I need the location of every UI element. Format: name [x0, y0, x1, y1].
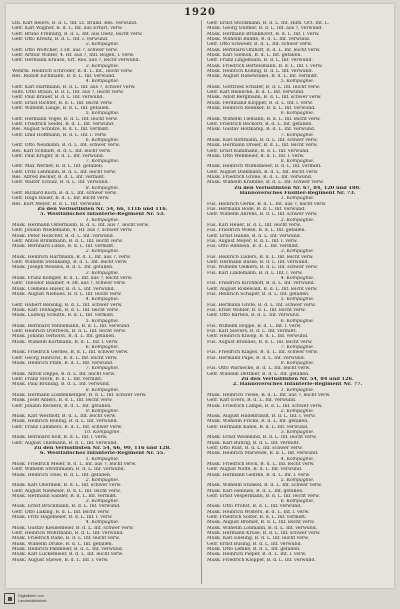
- casualty-entry: Gefr. Heinrich Knoop, B. d. L. Inf. verwund.: [207, 334, 309, 340]
- casualty-entry: Musk. Friedrich Lampe, B. d. L. Inf. schwer verw.: [207, 403, 323, 409]
- casualty-entry: Gefr. Hermann Kahle, B. d. L. Inf. verwund.: [207, 424, 309, 430]
- casualty-entry: Musk. Heinrich Redeker, B. d. L. Inf. verwund.: [207, 106, 316, 111]
- casualty-entry: Gefr. Wilhelm Strothmann, B. d. L. Inf. verwund.: [12, 467, 126, 473]
- company-heading: 4. Kompagnie.: [85, 79, 120, 85]
- company-heading: 4. Kompagnie.: [280, 276, 315, 281]
- casualty-entry: Wehrm. Heinrich Schröder, B. d. L. Inf., leicht verw.: [12, 68, 133, 74]
- casualty-entry: Musk. Karl Bührig, B. d. L. Inf. vermißt.: [207, 440, 300, 446]
- casualty-entry: Musk. August Stiewe, B. d. L. Inf. l. verw.: [12, 557, 109, 563]
- casualty-entry: Gefr. Otto Wöltcher, 3 Hf. aus ?, schwer verw.: [12, 47, 119, 53]
- casualty-entry: Füs. Karl Sievers, B. d. L. Inf. vermißt.: [207, 329, 297, 335]
- casualty-entry: Gefr. Wilhelm Dettmer, B. d. L. Inf. gefallen.: [207, 371, 310, 377]
- casualty-entry: Musk. August Bremer, B. d. L. Inf. leicht verw.: [207, 520, 315, 526]
- casualty-entry: Musk. Bernhard Rolf, B. d. L. Inf. l. verw.: [12, 435, 108, 441]
- casualty-entry: Musk. Heinrich Kölling, B. d. L. Inf. verwund.: [207, 68, 313, 74]
- company-heading: 1. Kompagnie.: [85, 456, 120, 462]
- casualty-entry: Gefr. Johann Wiedemann, 4. Hf. aus ?, schwer verw.: [12, 228, 133, 234]
- casualty-entry: Musk. Wilhelm Kramme, B. d. L. Inf. schwer verw.: [207, 180, 324, 186]
- casualty-entry: Musk. Friedrich Rahe, B. d. L. Inf. leicht verw.: [12, 536, 121, 542]
- casualty-entry: Gefr. Franz Lingemann, B. d. L. Inf. verwund.: [207, 58, 313, 64]
- casualty-entry: Musk. Heinrich Tölle, B. d. L. Inf. gefallen.: [12, 472, 112, 478]
- casualty-entry: Res. Alfred Becker, B. d. L. Inf. vermißt.: [12, 175, 106, 181]
- casualty-entry: Musk. Karl Oberdiek, B. d. L. Inf. schwer verw.: [12, 483, 122, 489]
- company-heading: 10. Kompagnie.: [84, 430, 121, 436]
- company-heading: 8. Kompagnie.: [280, 159, 315, 165]
- casualty-entry: Musk. Heinrich Plate, B. d. L. Inf. verwund.: [12, 361, 114, 366]
- casualty-entry: Musk. Ludwig Schütte, B. d. L. Inf. vermißt.: [12, 313, 115, 319]
- casualty-entry: Gefr. August Diekmann, B. d. L. Inf. leicht verw.: [207, 169, 319, 175]
- casualty-entry: Res. August Schulze, B. d. L. Inf. vermißt.: [12, 127, 110, 133]
- casualty-entry: Musk. Adolf Bergmann, B. d. L. Inf. schwer verw.: [207, 95, 322, 101]
- casualty-entry: Musk. Wilhelm Budde, B. d. L. Inf. verwund.: [207, 36, 311, 42]
- company-heading: 2. Kompagnie.: [85, 477, 120, 483]
- casualty-entry: Musk. Karl Ebeling, B. d. L. Inf. leicht verw.: [207, 536, 309, 542]
- casualty-entry: Gefr. Karl Wagner, B. d. L. Inf. aus Erfurt, verw.: [12, 26, 123, 32]
- casualty-entry: Musk. Anton Deppe, B. d. L. Inf. leicht verw.: [12, 371, 116, 377]
- casualty-entry: Musk. Joseph Wessels, B. d. L. Inf. gefallen.: [12, 265, 114, 271]
- company-heading: 3. Kompagnie.: [280, 249, 315, 255]
- casualty-entry: Gefr. Fritz Lehmann, B. d. L. Inf. leicht verw.: [12, 169, 117, 175]
- company-heading: 7. Kompagnie.: [280, 345, 315, 351]
- casualty-entry: Musk. Karl Lückemeier, B. d. L. Inf. leicht verw.: [12, 552, 124, 558]
- casualty-entry: Gefr. August Nolte, B. d. L. Inf. verwund.: [207, 467, 303, 473]
- casualty-entry: Füs. August Meyer, B. d. L. Inf. l. verw.: [207, 238, 298, 244]
- casualty-entry: Gefr. Ernst Vespermann, B. d. L. Inf. leicht verw.: [207, 493, 320, 499]
- casualty-entry: Füs. Karl Heuer, B. d. L. Inf. leicht verw.: [207, 222, 301, 228]
- section-heading: Hannoversches Füsilier-Regiment Nr. 73.: [239, 191, 356, 196]
- casualty-entry: Musk. Wilhelm Lohmann, B. d. L. Inf. verwund.: [207, 525, 318, 531]
- company-heading: 6. Kompagnie.: [280, 499, 315, 505]
- casualty-entry: Gefr. August Thiemann, B. d. L. Inf. verwund.: [12, 440, 118, 446]
- casualty-entry: Musk. Karl Siemon, B. d. L. Inf. gefallen.: [207, 52, 302, 58]
- company-heading: 9. Kompagnie.: [85, 408, 120, 414]
- company-heading: 3. Kompagnie.: [85, 270, 120, 276]
- company-heading: 1. Kompagnie.: [280, 196, 315, 202]
- company-heading: 7. Kompagnie.: [280, 132, 315, 138]
- casualty-entry: Gefr. Ernst Kuhlmann, B. d. L. Inf. verwund.: [207, 148, 310, 154]
- casualty-entry: Hilfs. Otto Braun, B. d. L. Inf. aus ?, leicht verw.: [12, 90, 124, 96]
- casualty-entry: Füs. Friedrich Wiese, B. d. L. Inf. gefallen.: [207, 228, 306, 234]
- casualty-entry: Res. Kurt Meyer, B. d. L. Inf. verwund.: [12, 201, 102, 207]
- casualty-entry: Gefr. Friedrich Beckord, B. d. L. Inf. gefallen.: [207, 121, 313, 127]
- casualty-entry: Gefr. Walter Schulz, B. d. L. Inf. verwund.: [12, 180, 110, 186]
- company-heading: 2. Kompagnie.: [85, 249, 120, 255]
- section-heading: Zu den Verlustlisten Nr. 67, 84, 120 und 180.: [234, 185, 361, 191]
- casualty-entry: Musk. Bernhard Lütke, B. d. L. Inf. vermißt.: [12, 244, 115, 250]
- casualty-entry: Gefr. Wilhelm Steinkamp, B. d. L. Inf. leicht verw.: [12, 260, 128, 266]
- casualty-entry: Füs. Hermann Grote, B. d. L. Inf. schwer verw.: [207, 302, 316, 308]
- casualty-entry: Musk. Wilhelm Fricke, B. d. L. Inf. gefallen.: [207, 419, 309, 425]
- casualty-entry: Gefr. Max Werner, B. d. L. Inf. gefallen.: [12, 164, 104, 170]
- company-heading: 5. Kompagnie.: [280, 297, 315, 303]
- casualty-entry: Musk. Karl Hennies, B. d. L. Inf. gefallen.: [207, 488, 304, 494]
- column-divider: [201, 20, 202, 584]
- casualty-entry: Musk. Heinrich Hartmann, B. d. L. Inf. aus ?, verw.: [12, 254, 131, 260]
- casualty-entry: Musk. August Hanewinkel, B. d. L. Inf. vermißt.: [207, 74, 319, 80]
- casualty-entry: Gefr. Hermann Busse, B. d. L. Inf. verwund.: [207, 260, 309, 266]
- casualty-entry: Gefr. Ernst Büsing, B. d. L. Inf. verwund.: [207, 541, 302, 547]
- casualty-entry: Musk. Karl Tenhagen, B. d. L. Inf. leicht verw.: [12, 307, 119, 313]
- casualty-entry: Gefr. Emil Hoffmann, B. d. L. Inf. l. verw.: [12, 132, 107, 138]
- casualty-entry: Gefr. Karl Evers, B. d. L. Inf. verwund.: [207, 398, 297, 404]
- casualty-entry: Gefr. Ernst Hanke, B. d. L. Inf. verwund.: [207, 233, 302, 239]
- section-heading: Zu den Verlustlisten Nr. 54, 66, 111b und 116.: [37, 206, 168, 212]
- casualty-entry: Musk. Friedrich Gröne, B. d. L. Inf. verwund.: [207, 175, 313, 181]
- right-column: [207, 21, 388, 585]
- casualty-entry: Musk. August Hildebrandt, B. d. L. Inf. l. verw.: [207, 414, 316, 420]
- casualty-entry: Musk. Gottfried Schäfer, B. d. L. Inf. leicht verw.: [207, 84, 320, 90]
- casualty-entry: Füs. August Brandes, B. d. L. Inf. leicht verw.: [207, 339, 313, 345]
- casualty-entry: Res. Rudolf Eichmann, B. d. L. Inf. verwund.: [12, 74, 116, 80]
- casualty-entry: Gefr. Ernst Richter, B. d. L. Inf. leicht verw.: [12, 100, 113, 106]
- casualty-entry: Füs. Heinrich Gerke, B. d. L. Inf. aus ?, leicht verw.: [207, 201, 327, 207]
- casualty-entry: Gefr. August Rodewald, B. d. L. Inf. leicht verw.: [207, 286, 318, 292]
- casualty-entry: Gefr. Paul Brauer, B. d. L. Inf. verwund.: [12, 95, 104, 101]
- casualty-entry: Gefr. Otto Lüking, B. d. L. Inf. leicht verw.: [12, 509, 110, 515]
- casualty-entry: Gefr. Paul Krüger, B. d. L. Inf. verwund.: [12, 153, 105, 159]
- casualty-entry: Gefr. Richard Koch, B. d. L. Inf. schwer verw.: [12, 191, 117, 196]
- casualty-entry: Gefr. Ernst Stöckmann, B. d. L. Inf. Hilfs. Oct. Inf. L.: [207, 21, 330, 26]
- casualty-entry: Musk. Ferdinand Klöpper, B. d. L. Inf. l. verw.: [207, 100, 314, 106]
- footer-credit: [0, 590, 88, 607]
- company-heading: 3. Kompagnie.: [280, 430, 315, 436]
- company-heading: 5. Kompagnie.: [280, 477, 315, 483]
- casualty-entry: Musk. Hermann Dreier, B. d. L. Inf. leicht verw.: [207, 143, 318, 149]
- casualty-entry: Musk. Fritz Hagemeier, B. d. L. Inf. l. verw.: [12, 515, 113, 521]
- casualty-entry: Gefr. Arthur Winter, 4. Hf. aus ?, Infl. Bogen, l. verw.: [12, 52, 135, 58]
- casualty-entry: Gefr. Otto Schweer, B. d. L. Inf. schwer verw.: [207, 42, 312, 48]
- page-number: 1920: [184, 7, 216, 18]
- casualty-entry: Gefr. Heinrich Wöhrmann, B. d. L. Inf. verwund.: [12, 531, 124, 536]
- casualty-entry: Gefr. Franz Stork, B. d. L. Inf. vermißt.: [12, 376, 103, 382]
- casualty-entry: Res. Karl Schmidt, B. d. L. Inf. leicht verw.: [12, 148, 112, 154]
- company-heading: 1. Kompagnie.: [280, 387, 315, 393]
- casualty-entry: Musk. Friedrich Bock, B. d. L. Inf. leicht verw.: [207, 461, 315, 467]
- casualty-entry: Gefr. Anton Brinkmann, B. d. L. Inf. leicht verw.: [12, 238, 123, 244]
- casualty-entry: Musk. Heinrich Marwede, B. d. L. Inf. verwund.: [207, 451, 319, 457]
- casualty-entry: Musk. Friedrich Meier, B. d. L. Inf. aus ?, leicht verw.: [12, 461, 137, 467]
- company-heading: 4. Kompagnie.: [280, 456, 315, 462]
- casualty-entry: Gefr. Hermann Krause, Erf. Res. aus ?, leicht verwund.: [12, 58, 141, 64]
- company-heading: 4. Kompagnie.: [85, 297, 120, 303]
- casualty-entry: Musk. Wilhelm Tiemann, B. d. L. Inf. leicht verw.: [207, 116, 321, 122]
- casualty-entry: Füs. Karl Lindemann, B. d. L. Inf. l. verw.: [207, 270, 303, 276]
- casualty-entry: Musk. Hermann Sander, B. d. L. Inf. vermißt.: [12, 493, 118, 499]
- company-heading: 5. Kompagnie.: [85, 111, 120, 117]
- company-heading: 6. Kompagnie.: [280, 318, 315, 324]
- casualty-entry: Musk. Wilhelm Drüke, B. d. L. Inf. gefallen.: [12, 541, 114, 547]
- casualty-entry: Gefr. Franz Lammers, B. d. L. Inf. schwer verw.: [12, 424, 123, 430]
- company-heading: 8. Kompagnie.: [85, 185, 120, 191]
- casualty-entry: Gefr. Otto Neumann, B. d. L. Inf. schwer verw.: [12, 143, 120, 149]
- casualty-entry: Musk. Gustav Holtkamp, B. d. L. Inf. verwund.: [207, 127, 316, 133]
- casualty-entry: Gefr. Karl Reinecke, B. d. L. Inf. verwund.: [207, 90, 305, 96]
- company-heading: 6. Kompagnie.: [280, 111, 315, 117]
- casualty-entry: Musk. Hermann Brunkhorst, B. d. L. Inf. l. verw.: [207, 31, 320, 37]
- casualty-entry: Gefr. Hugo Bauer, B. d. L. Inf. leicht verw.: [12, 196, 110, 202]
- casualty-entry: Gefr. Wilhelm Ahrens, B. d. L. Inf. schwer verw.: [207, 212, 318, 218]
- casualty-entry: Musk. Heinrich Pahmeier, B. d. L. Inf. verwund.: [12, 546, 124, 552]
- casualty-entry: Füs. Otto Rehbein, B. d. L. Inf. vermißt.: [207, 244, 300, 250]
- casualty-entry: Musk. Ernst Wedekind, B. d. L. Inf. leicht verw.: [207, 435, 317, 441]
- company-heading: 4. Kompagnie.: [85, 520, 120, 526]
- casualty-entry: Musk. Ernst Brockmann, B. d. L. Inf. verwund.: [12, 504, 121, 510]
- newspaper-page: [6, 4, 394, 588]
- left-column: [12, 21, 193, 585]
- casualty-entry: Füs. Friedrich Klages, B. d. L. Inf. schwer verw.: [207, 350, 319, 356]
- company-heading: 3. Kompagnie.: [85, 63, 120, 69]
- casualty-entry: Füs. Hermann Pape, B. d. L. Inf. verwund.: [207, 355, 306, 361]
- casualty-entry: Musk. Heinrich Bölling, B. d. L. Inf. verwund.: [12, 419, 119, 425]
- casualty-entry: Gefr. Heinrich Overbeck, B. d. L. Inf. leicht verw.: [12, 329, 126, 335]
- casualty-entry: Füs. Otto Warnecke, B. d. L. Inf. leicht verw.: [207, 366, 311, 372]
- section-heading: 2. Hannoversches Infanterie-Regiment Nr. 77.: [232, 382, 363, 388]
- footer-line-2: Landesbibliothek: [18, 598, 47, 603]
- casualty-entry: Musk. Hermann Ostermann, B. d. L. Inf. aus ?, leicht verw.: [12, 222, 150, 228]
- casualty-entry: Musk. Heinrich Wilmsmeier, B. d. L. Inf. vermißt.: [207, 164, 322, 170]
- casualty-entry: Musk. Bernhard Vennemann, B. d. L. Inf. verwund.: [12, 323, 131, 329]
- library-logo-icon: [4, 593, 15, 604]
- casualty-entry: Musk. Clemens Hüser, B. d. L. Inf. verwund.: [12, 286, 116, 292]
- casualty-entry: Füs. Ernst Wöhler, B. d. L. Inf. leicht verw.: [207, 307, 306, 313]
- company-heading: 1. Kompagnie.: [85, 217, 120, 223]
- casualty-entry: Musk. Hermann Gehrke, B. d. L. Inf. l. verw.: [207, 472, 311, 478]
- footer-line-1: Digitalisiert von: [18, 594, 44, 599]
- section-heading: 6. Westfälisches Infanterie-Regiment Nr. 55.: [40, 451, 165, 457]
- casualty-entry: Musk. Otto Wehmeier, B. d. L. Inf. l. verw.: [207, 153, 305, 159]
- casualty-entry: Gefr. Friedrich Sölter, B. d. L. Inf. vermißt.: [207, 515, 307, 521]
- casualty-entry: Musk. Otto Probst, B. d. L. Inf. verwund.: [207, 504, 302, 510]
- casualty-entry: Füs. Friedrich Kirchhoff, B. d. L. Inf. verwund.: [207, 281, 316, 287]
- casualty-entry: Musk. Wilhelm Stünkel, B. d. L. Inf. schwer verw.: [207, 483, 322, 489]
- casualty-entry: Musk. Otto Lemke, B. d. L. Inf. gefallen.: [207, 546, 301, 552]
- casualty-entry: Gefr. Wilhelm Lange, B. d. L. Inf. gefallen.: [12, 106, 111, 111]
- casualty-entry: Gefr. Karl Hartmann, B. d. L. Inf. aus ?, schwer verw.: [12, 84, 136, 90]
- casualty-entry: Gefr. Hermann Vogel, B. d. L. Inf. leicht verw.: [12, 116, 119, 122]
- casualty-entry: Musk. Heinrich Wolters, B. d. L. Inf. l. verw.: [207, 509, 310, 515]
- casualty-entry: Gefr. Theodor Bäumer, 4. Hf. aus ?, schwer verw.: [12, 281, 127, 287]
- casualty-entry: Füs. Heinrich Lüders, B. d. L. Inf. leicht verw.: [207, 254, 314, 260]
- casualty-entry: Gefr. Otto Bartels, B. d. L. Inf. verwund.: [207, 313, 301, 319]
- section-heading: Zu den Verlustlisten Nr. 54, 84 und 126.: [241, 376, 354, 382]
- casualty-entry: Musk. Karl Rottmann, B. d. L. Inf. schwer verw.: [207, 137, 318, 143]
- casualty-entry: Musk. Friedrich Gerdes, B. d. L. Inf. schwer verw.: [12, 350, 129, 356]
- casualty-entry: Gefr. Friedrich Seidel, B. d. L. Inf. verwund.: [12, 121, 115, 127]
- casualty-entry: Musk. Hermann Kruse, B. d. L. Inf. schwer verw.: [207, 531, 321, 536]
- company-heading: 5. Kompagnie.: [85, 318, 120, 324]
- casualty-entry: Gefr. Johann Reckers, B. d. L. Inf. gefallen.: [12, 403, 112, 409]
- casualty-entry: Gefr. Otto Kreutz, B. d. L. Inf. l. verwund.: [12, 36, 109, 42]
- casualty-entry: Musk. Friedrich Klöpper, B. d. L. Inf. verwund.: [207, 557, 316, 563]
- casualty-entry: Musk. Gustav Kleinemeier, B. d. L. Inf. schwer verw.: [12, 525, 134, 531]
- company-heading: 3. Kompagnie.: [85, 42, 120, 48]
- casualty-entry: Musk. Josef Ahlers, B. d. L. Inf. leicht verw.: [12, 398, 113, 404]
- company-heading: 7. Kompagnie.: [85, 366, 120, 372]
- casualty-entry: Musk. Paul Brüning, B. d. L. Inf. verwund.: [12, 382, 111, 388]
- casualty-entry: Musk. Heinrich Pieper, B. d. L. Inf. l. verw.: [207, 552, 307, 558]
- casualty-entry: Musk. Hermann Loddenkemper, B. d. L. Inf. schwer verw.: [12, 392, 147, 398]
- casualty-entry: Musk. Bernhard Ohlhoff, B. d. L. Inf. leicht verw.: [207, 47, 321, 53]
- company-heading: 6. Kompagnie.: [85, 137, 120, 143]
- company-heading: 5. Kompagnie.: [280, 79, 315, 85]
- casualty-entry: Musk. Heinrich Twele, B. d. L. Inf. aus ?, leicht verw.: [207, 392, 331, 398]
- company-heading: 6. Kompagnie.: [85, 345, 120, 351]
- casualty-entry: Musk. Friedrich Bertelsmann, B. d. L. Inf. l. verw.: [207, 63, 323, 69]
- company-heading: 8. Kompagnie.: [280, 361, 315, 366]
- casualty-entry: Musk. Karl Westhoff, B. d. L. Inf. leicht verw.: [12, 414, 117, 420]
- casualty-entry: Gefr. Georg Hinrichs, B. d. L. Inf. leicht verw.: [12, 355, 118, 361]
- casualty-entry: Füs. Wilhelm Oelkers, B. d. L. Inf. schwer verw.: [207, 265, 318, 271]
- casualty-entry: Musk. Franz Kemper, B. d. L. Inf. aus ?, leicht verw.: [12, 276, 133, 281]
- casualty-entry: Füs. Hermann Bode, B. d. L. Inf. verwund.: [207, 206, 306, 212]
- company-heading: 8. Kompagnie.: [85, 387, 120, 393]
- casualty-entry: Musk. Georg Vollmer, B. d. L. Inf. aus ?, verwund.: [207, 26, 323, 32]
- casualty-entry: Musk. August Niehues, B. d. L. Inf. leicht verw.: [12, 291, 122, 297]
- casualty-entry: Ltn. Karl Beiers, B. d. L. Inf. Lt. Brand. Res. verwund.: [12, 21, 138, 26]
- casualty-entry: Gefr. Hubert Rensing, B. d. L. Inf. schwer verw.: [12, 302, 123, 308]
- company-heading: 7. Kompagnie.: [85, 159, 120, 165]
- casualty-entry: Füs. Wilhelm Hoppe, B. d. L. Inf. l. verw.: [207, 323, 302, 329]
- section-heading: Zu den Verlustlisten Nr. 54, 66, 90, 116 und 128.: [34, 446, 171, 451]
- casualty-entry: Musk. Johann Terhorst, B. d. L. Inf. gefallen.: [12, 334, 116, 340]
- company-heading: 3. Kompagnie.: [85, 499, 120, 505]
- company-heading: 2. Kompagnie.: [280, 408, 315, 414]
- casualty-entry: Gefr. August Niemeier, B. d. L. Inf. leicht verw.: [12, 488, 121, 494]
- section-heading: 5. Westfälisches Infanterie-Regiment Nr. 53.: [40, 212, 165, 218]
- casualty-entry: Musk. Wilhelm Kortmann, B. d. L. Inf. l. verw.: [12, 339, 119, 345]
- casualty-entry: Gefr. Bruno Freiburg, B. d. L. Inf. aus Dietz, leicht verw.: [12, 31, 143, 37]
- casualty-entry: Musk. Peter Hölscher, B. d. L. Inf. verwund.: [12, 233, 115, 239]
- company-heading: 2. Kompagnie.: [280, 217, 315, 223]
- casualty-entry: Füs. Heinrich Schaper, B. d. L. Inf. gefallen.: [207, 291, 310, 297]
- casualty-entry: Gefr. Otto Rust, B. d. L. Inf. schwer verw.: [207, 446, 303, 451]
